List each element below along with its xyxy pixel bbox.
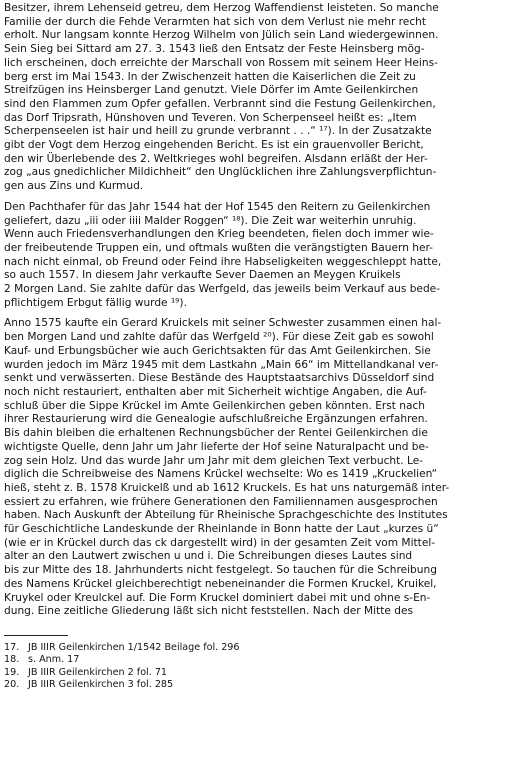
- text-line: pflichtigem Erbgut fällig wurde ¹⁹).: [4, 296, 187, 309]
- text-line: berg erst im Mai 1543. In der Zwischenzeit hatten die Kaiserlichen die Zeit zu: [4, 70, 416, 83]
- text-line: Bis dahin bleiben die erhaltenen Rechnungsbücher der Rentei Geilenkirchen die: [4, 427, 428, 440]
- text-line: schluß über die Sippe Krückel im Amte Geilenkirchen geben könnten. Erst nach: [4, 399, 426, 412]
- footnote-text: s. Anm. 17: [28, 654, 80, 666]
- text-line: alter an den Lautwert zwischen u und i. Die Schreibungen dieses Lautes sind: [4, 550, 413, 563]
- footnote: [4, 679, 513, 692]
- text-line: essiert zu erfahren, wie frühere Generationen den Familiennamen ausgesprochen: [4, 495, 438, 508]
- footnote-number: 19.: [4, 666, 20, 678]
- text-line: bis zur Mitte des 18. Jahrhunderts nicht festgelegt. So tauchen für die Schreibung: [4, 564, 437, 577]
- text-line: gen aus Zins und Kurmud.: [4, 180, 144, 193]
- text-line: so auch 1557. In diesem Jahr verkaufte Sever Daemen an Meygen Kruikels: [4, 269, 401, 282]
- footnote: [4, 642, 513, 655]
- text-line: gibt der Vogt dem Herzog eingehenden Bericht. Es ist ein grauenvoller Bericht,: [4, 139, 424, 152]
- text-line: noch nicht restauriert, enthalten aber mit Sicherheit wichtige Angaben, die Auf-: [4, 385, 427, 398]
- text-line: senkt und verwässerten. Diese Bestände des Hauptstaatsarchivs Düsseldorf sind: [4, 372, 435, 385]
- paragraph: [4, 201, 513, 311]
- text-line: wurden jedoch im März 1945 mit dem Lastkahn „Main 66“ im Mittellandkanal ver-: [4, 358, 439, 371]
- text-line: Streifzügen ins Heinsberger Land genutzt. Viele Dörfer im Amte Geilenkirchen: [4, 84, 419, 97]
- paragraph: [4, 2, 513, 194]
- text-line: 2 Morgen Land. Sie zahlte dafür das Werfgeld, das jeweils beim Verkauf aus bede-: [4, 283, 441, 296]
- text-line: zog „aus gnedichlicher Mildichheit“ den Unglücklichen ihre Zahlungsverpflichtun-: [4, 166, 437, 179]
- text-line: Sein Sieg bei Sittard am 27. 3. 1543 ließ den Entsatz der Feste Heinsberg mög-: [4, 43, 425, 56]
- footnote-text: JB IIIR Geilenkirchen 3 fol. 285: [28, 679, 174, 691]
- text-line: dung. Eine zeitliche Gliederung läßt sich nicht feststellen. Nach der Mitte des: [4, 605, 414, 618]
- body-text: [4, 2, 513, 619]
- text-line: Kauf- und Erbungsbücher wie auch Gerichtsakten für das Amt Geilenkirchen. Sie: [4, 344, 431, 357]
- text-line: des Namens Krückel gleichberechtigt nebeneinander die Formen Kruckel, Kruikel,: [4, 577, 437, 590]
- text-line: ihrer Restaurierung wird die Genealogie aufschlußreiche Ergänzungen erfahren.: [4, 413, 428, 426]
- footnote-number: 17.: [4, 641, 20, 653]
- text-line: erholt. Nur langsam konnte Herzog Wilhelm von Jülich sein Land wiedergewinnen.: [4, 29, 439, 42]
- text-line: wichtigste Quelle, denn Jahr um Jahr lieferte der Hof seine Naturalpacht und be-: [4, 440, 429, 453]
- text-line: diglich die Schreibweise des Namens Krückel wechselte: Wo es 1419 „Kruckelien“: [4, 468, 438, 481]
- text-line: geliefert, dazu „iii oder iiii Malder Roggen“ ¹⁸). Die Zeit war weiterhin unruhig.: [4, 214, 417, 227]
- footnote-number: 20.: [4, 679, 20, 691]
- text-line: ben Morgen Land und zahlte dafür das Werfgeld ²⁰). Für diese Zeit gab es sowohl: [4, 331, 434, 344]
- text-line: Kruykel oder Kreulckel auf. Die Form Kruckel dominiert dabei mit und ohne s-En-: [4, 591, 431, 604]
- text-line: der freibeutende Truppen ein, und oftmals wußten die verängstigten Bauern her-: [4, 241, 434, 254]
- text-line: (wie er in Krückel durch das ck dargestellt wird) in der gesamten Zeit vom Mittel-: [4, 536, 436, 549]
- footnote-text: JB IIIR Geilenkirchen 2 fol. 71: [28, 666, 168, 678]
- text-line: nach nicht einmal, ob Freund oder Feind ihre Habseligkeiten weggeschleppt hatte,: [4, 255, 442, 268]
- text-line: lich erscheinen, doch erreichte der Marschall von Rossem mit seinem Heer Heins-: [4, 56, 438, 69]
- text-line: Anno 1575 kaufte ein Gerard Kruickels mit seiner Schwester zusammen einen hal-: [4, 317, 442, 330]
- text-line: den wir Überlebende des 2. Weltkrieges wohl begreifen. Alsdann erläßt der Her-: [4, 152, 428, 165]
- text-line: hieß, steht z. B. 1578 Kruickelß und ab 1612 Kruckels. Es hat uns naturgemäß inter-: [4, 481, 450, 494]
- footnote-number: 18.: [4, 654, 20, 666]
- document-page: [4, 2, 513, 692]
- text-line: für Geschichtliche Landeskunde der Rheinlande in Bonn hatte der Laut „kurzes ü“: [4, 523, 439, 536]
- text-line: zog sein Holz. Und das wurde Jahr um Jahr mit dem gleichen Text verbucht. Le-: [4, 454, 424, 467]
- footnote: [4, 667, 513, 680]
- footnote: [4, 654, 513, 667]
- text-line: Den Pachthafer für das Jahr 1544 hat der Hof 1545 den Reitern zu Geilenkirchen: [4, 200, 431, 213]
- text-line: Familie der durch die Fehde Verarmten hat sich von dem Verlust nie mehr recht: [4, 15, 427, 28]
- text-line: das Dorf Tripsrath, Hünshoven und Teveren. Von Scherpenseel heißt es: „Item: [4, 111, 417, 124]
- text-line: Besitzer, ihrem Lehenseid getreu, dem Herzog Waffendienst leisteten. So manche: [4, 2, 439, 14]
- text-line: Wenn auch Friedensverhandlungen den Krieg beendeten, fielen doch immer wie-: [4, 228, 434, 241]
- text-line: Scherpenseelen ist hair und heill zu grunde verbrannt . . .“ ¹⁷). In der Zusatzakte: [4, 125, 432, 138]
- footnotes: [4, 642, 513, 692]
- paragraph: [4, 317, 513, 618]
- text-line: sind den Flammen zum Opfer gefallen. Verbrannt sind die Festung Geilenkirchen,: [4, 97, 436, 110]
- text-line: haben. Nach Auskunft der Abteilung für Rheinische Sprachgeschichte des Institutes: [4, 509, 448, 522]
- footnote-separator: [4, 635, 68, 636]
- footnote-text: JB IIIR Geilenkirchen 1/1542 Beilage fol. 296: [28, 641, 240, 653]
